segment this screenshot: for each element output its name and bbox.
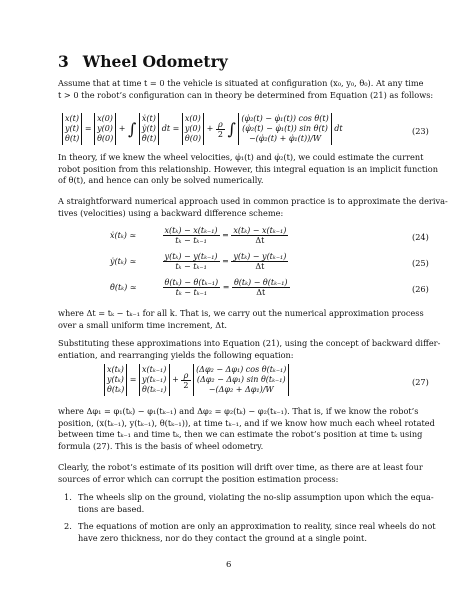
text-line: Assume that at time t = 0 the vehicle is situated at configuration (x₀, y₀, θ₀). At any time — [58, 78, 424, 88]
text-line: t > 0 the robot’s configuration can in theory be determined from Equation (21) as follows: — [58, 89, 434, 100]
state-vector: x(t) y(t) θ(t) — [62, 113, 82, 145]
equation-23: x(t) y(t) θ(t) = x(0) y(0) θ(0) + ∫ ẋ(t) ẏ(t) θ̇(t) dt = x(0) y(0) θ(0) + $\frac{\rho}{2}$ ∫ (φ̇₂(t) − φ̇₁(t)) cos θ(t) (φ̇₂(t) − φ̇₁(t)) sin θ(t) −(φ̇₂(t) + φ̇₁(t))/W dt — [62, 113, 343, 145]
page-number: 6 — [226, 560, 232, 570]
paragraph-3: A straightforward numerical approach used in common practice is to approximate the deriva- tives (velocities) using a backward difference scheme: — [58, 196, 448, 218]
list-item: 2. The equations of motion are only an approximation to reality, since real wheels do not have zero thickness, nor do they contact the ground at a single point. — [64, 521, 436, 543]
paragraph-6: where Δφ₁ = φ₁(tₖ) − φ₁(tₖ₋₁) and Δφ₂ = φ₂(tₖ) − φ₂(tₖ₋₁). That is, if we know the robot’s position, (x(tₖ₋₁), y(tₖ₋₁), θ(tₖ₋₁)), at time tₖ₋₁, and if we know how much each wheel rotated between time tₖ₋₁ and time tₖ, then we can estimate the robot’s position at time tₖ using formula (27). This is the basis of wheel odometry. — [58, 406, 435, 452]
list-item: 1. The wheels slip on the ground, violating the no-slip assumption upon which the equa- tions are based. — [64, 492, 434, 514]
section-heading — [58, 52, 228, 71]
section-number: 3 — [58, 52, 69, 71]
equation-27: x(tₖ) y(tₖ) θ(tₖ) = x(tₖ₋₁) y(tₖ₋₁) θ(tₖ₋₁) + $\frac{\rho}{2}$ (Δφ₂ − Δφ₁) cos θ(tₖ₋₁) (Δφ₂ − Δφ₁) sin θ(tₖ₋₁) −(Δφ₂ + Δφ₁)/W — [104, 364, 289, 396]
equation-24: ẋ(tₖ) ≃ $\frac{\text{x(tₖ) − x(tₖ₋₁)}}{\text{tₖ − tₖ₋₁}}$ = $\frac{\text{x(tₖ) − x(tₖ₋₁)}}{\Delta t}$ — [110, 226, 287, 245]
paragraph-7: Clearly, the robot’s estimate of its position will drift over time, as there are at least four sources of error which can corrupt the position estimation process: — [58, 462, 423, 484]
equation-number: (24) — [412, 232, 429, 242]
paragraph-1 — [58, 78, 436, 101]
equation-number: (27) — [412, 377, 429, 387]
equation-number: (23) — [412, 126, 429, 136]
paragraph-4: where Δt = tₖ − tₖ₋₁ for all k. That is, we carry out the numerical approximation process over a small uniform time increment, Δt. — [58, 308, 424, 330]
rho-half-fraction: $\frac{\rho}{2}$ — [217, 119, 223, 139]
paragraph-2: In theory, if we knew the wheel velocities, φ̇₁(t) and φ̇₂(t), we could estimate the current robot position from this relationship. However, this integral equation is an implicit function of θ(t), and hence can only be solved numerically. — [58, 152, 438, 186]
wheel-velocity-vector: (φ̇₂(t) − φ̇₁(t)) cos θ(t) (φ̇₂(t) − φ̇₁(t)) sin θ(t) −(φ̇₂(t) + φ̇₁(t))/W — [238, 113, 331, 145]
equation-number: (26) — [412, 284, 429, 294]
paragraph-5: Substituting these approximations into Equation (21), using the concept of backward differ- entiation, and rearranging yields the following equation: — [58, 338, 441, 360]
equation-25: ẏ(tₖ) ≃ $\frac{\text{y(tₖ) − y(tₖ₋₁)}}{\text{tₖ − tₖ₋₁}}$ = $\frac{\text{y(tₖ) − y(tₖ₋₁)}}{\Delta t}$ — [110, 252, 287, 271]
derivative-vector: ẋ(t) ẏ(t) θ̇(t) — [139, 113, 159, 145]
initial-vector: x(0) y(0) θ(0) — [94, 113, 116, 145]
equation-number: (25) — [412, 258, 429, 268]
section-title: Wheel Odometry — [82, 52, 228, 71]
equation-26: θ̇(tₖ) ≃ $\frac{\text{θ(tₖ) − θ(tₖ₋₁)}}{\text{tₖ − tₖ₋₁}}$ = $\frac{\text{θ(tₖ) − θ(tₖ₋₁)}}{\Delta t}$ — [110, 278, 288, 297]
